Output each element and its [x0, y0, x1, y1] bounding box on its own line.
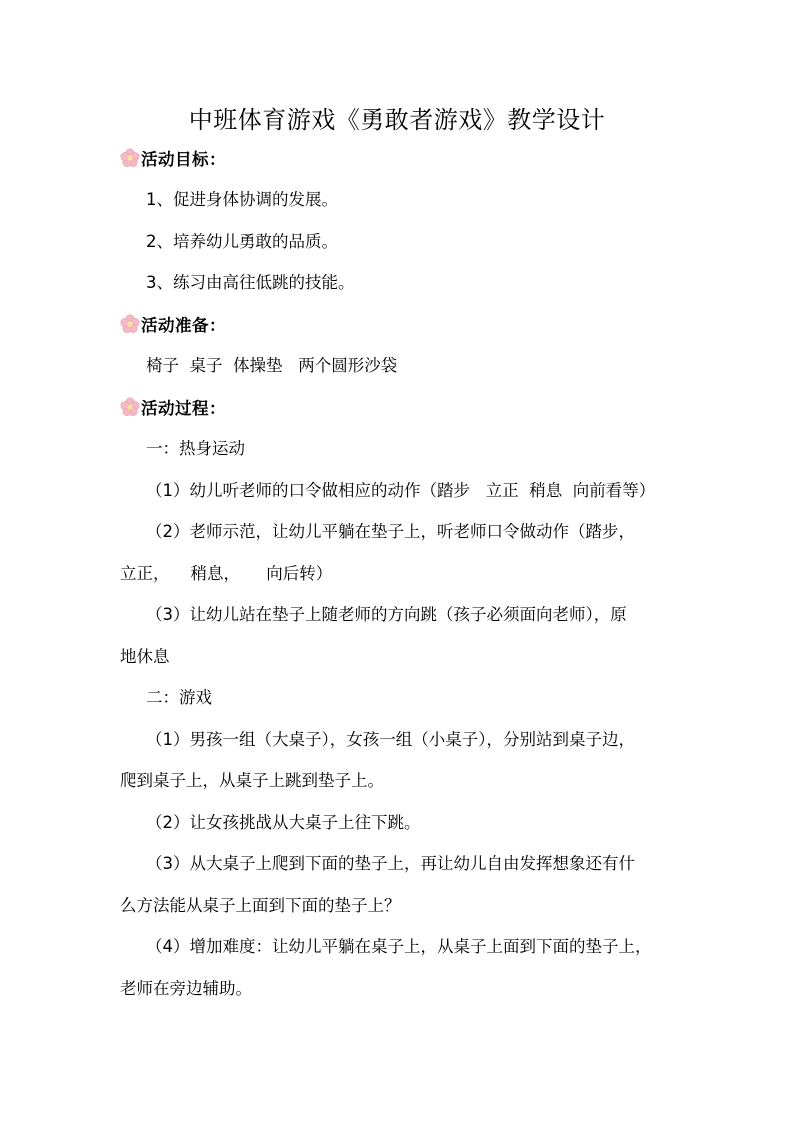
part1-step2-line2: 立正， 稍息， 向后转）	[120, 564, 333, 583]
part2-title: 二：游戏	[146, 688, 212, 707]
section-heading-goals	[120, 148, 226, 171]
part2-step4-line2: 老师在旁边辅助。	[120, 979, 252, 998]
prep-materials: 椅子 桌子 体操垫 两个圆形沙袋	[146, 356, 398, 375]
flower-icon	[120, 148, 140, 168]
part1-step1: （1）幼儿听老师的口令做相应的动作（踏步 立正 稍息 向前看等）	[146, 481, 656, 500]
heading-text: 活动过程：	[141, 399, 226, 418]
heading-text: 活动准备：	[141, 316, 226, 335]
part1-title: 一：热身运动	[146, 439, 245, 458]
part2-step1-line2: 爬到桌子上，从桌子上跳到垫子上。	[120, 771, 384, 790]
goal-item-3: 3、练习由高往低跳的技能。	[146, 273, 355, 292]
heading-text: 活动目标：	[141, 150, 226, 169]
part2-step4-line1: （4）增加难度：让幼儿平躺在桌子上，从桌子上面到下面的垫子上，	[146, 937, 652, 956]
section-heading-process	[120, 397, 226, 420]
part2-step3-line1: （3）从大桌子上爬到下面的垫子上，再让幼儿自由发挥想象还有什	[146, 854, 635, 873]
part2-step3-line2: 么方法能从桌子上面到下面的垫子上？	[120, 896, 401, 915]
part2-step2: （2）让女孩挑战从大桌子上往下跳。	[146, 813, 421, 832]
flower-icon	[120, 314, 140, 334]
part1-step2-line1: （2）老师示范，让幼儿平躺在垫子上，听老师口令做动作（踏步，	[146, 522, 635, 541]
part1-step3-line1: （3）让幼儿站在垫子上随老师的方向跳（孩子必须面向老师），原	[146, 605, 627, 624]
document-title: 中班体育游戏《勇敢者游戏》教学设计	[188, 106, 606, 134]
goal-item-2: 2、培养幼儿勇敢的品质。	[146, 232, 338, 251]
part2-step1-line1: （1）男孩一组（大桌子），女孩一组（小桌子），分别站到桌子边，	[146, 730, 635, 749]
section-heading-prep	[120, 314, 226, 337]
goal-item-1: 1、促进身体协调的发展。	[146, 190, 338, 209]
part1-step3-line2: 地休息	[120, 647, 170, 666]
flower-icon	[120, 397, 140, 417]
